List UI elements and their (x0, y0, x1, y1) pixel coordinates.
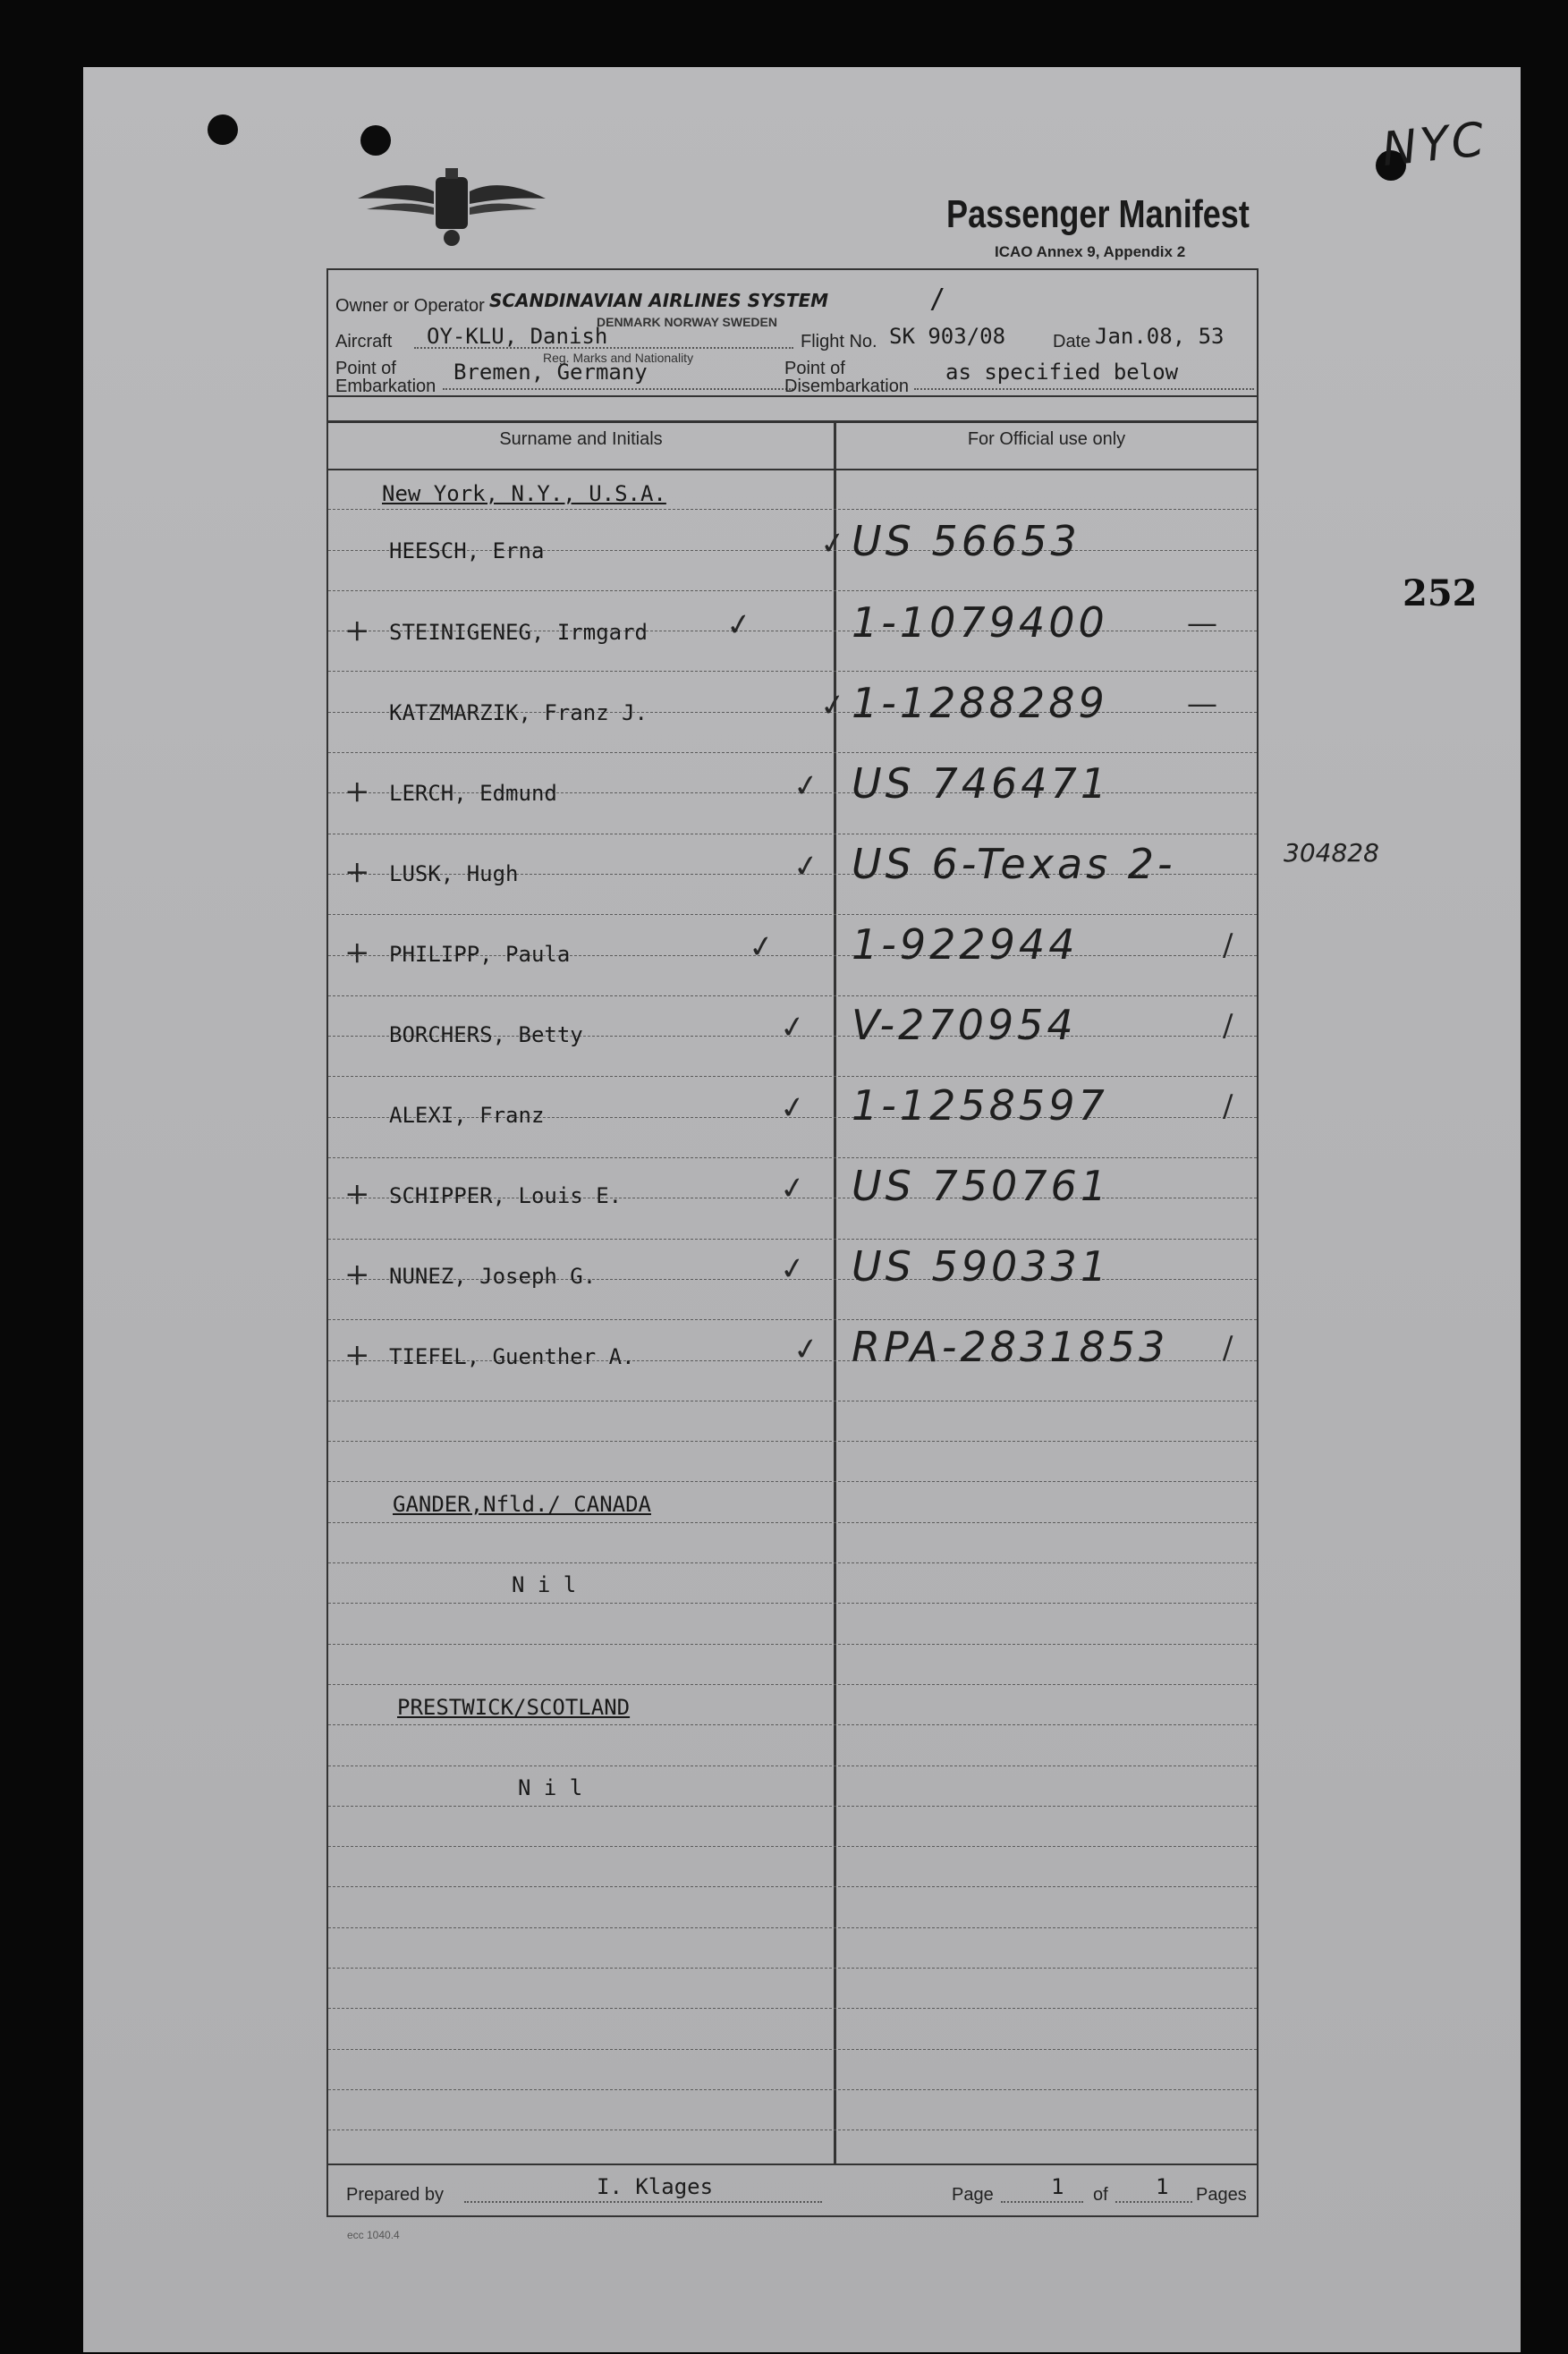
passenger-prefix-mark: + (344, 854, 370, 890)
column-official: For Official use only (967, 429, 1126, 449)
passenger-official-number: RPA-2831853 (852, 1323, 1169, 1371)
embark-label-2: Embarkation (335, 377, 436, 396)
passenger-name: LUSK, Hugh (389, 861, 519, 886)
passenger-name: HEESCH, Erna (389, 538, 545, 563)
of-label: of (1093, 2185, 1108, 2205)
passenger-prefix-mark: + (344, 1337, 370, 1373)
passenger-name: STEINIGENEG, Irmgard (389, 620, 648, 645)
embark-label-1: Point of (335, 359, 396, 378)
form-footer (328, 2163, 1257, 2215)
passenger-prefix-mark: + (344, 613, 370, 648)
owner-countries: DENMARK NORWAY SWEDEN (597, 315, 777, 329)
passenger-check-mark: ✓ (791, 847, 822, 886)
manifest-form (326, 268, 1379, 2217)
date-value: Jan.08, 53 (1095, 324, 1225, 349)
passenger-official-extra: 304828 (1284, 838, 1379, 868)
passenger-official-number: V-270954 (852, 1001, 1077, 1049)
page-value: 1 (1051, 2174, 1064, 2199)
prestwick-nil: N i l (518, 1775, 583, 1800)
manifest-title-sub: ICAO Annex 9, Appendix 2 (995, 243, 1186, 260)
passenger-official-dash: / (1223, 1008, 1233, 1044)
owner-mark: / (929, 284, 946, 315)
passenger-prefix-mark: + (344, 935, 370, 970)
passenger-official-number: US 56653 (852, 517, 1081, 565)
passenger-official-number: US 6-Texas 2- (852, 840, 1176, 888)
date-label: Date (1053, 332, 1091, 351)
passenger-official-dash: / (1223, 1330, 1233, 1366)
passenger-official-number: US 746471 (852, 759, 1111, 808)
passenger-check-mark: ✓ (777, 1169, 809, 1208)
embark-value: Bremen, Germany (453, 360, 648, 385)
passenger-name: NUNEZ, Joseph G. (389, 1264, 597, 1289)
passenger-prefix-mark: + (344, 1176, 370, 1212)
passenger-check-mark: ✓ (791, 766, 822, 806)
passenger-official-dash: / (1223, 1088, 1233, 1124)
passenger-official-number: 1-922944 (852, 920, 1079, 969)
passenger-official-number: US 590331 (852, 1242, 1111, 1291)
passenger-check-mark: ✓ (777, 1008, 809, 1047)
disembark-value: as specified below (945, 360, 1179, 385)
manifest-title: Passenger Manifest (946, 192, 1250, 236)
passenger-official-dash: — (1187, 605, 1217, 641)
flight-value: SK 903/08 (889, 324, 1006, 349)
disembark-label-2: Disembarkation (784, 377, 909, 396)
passenger-prefix-mark: + (344, 774, 370, 809)
passenger-name: LERCH, Edmund (389, 781, 557, 806)
pages-label: Pages (1196, 2185, 1247, 2205)
of-value: 1 (1156, 2174, 1169, 2199)
aircraft-value: OY-KLU, Danish (427, 324, 608, 349)
passenger-name: KATZMARZIK, Franz J. (389, 700, 648, 725)
passenger-official-number: 1-1258597 (852, 1081, 1108, 1130)
form-code: ecc 1040.4 (347, 2229, 400, 2241)
owner-value: SCANDINAVIAN AIRLINES SYSTEM (489, 290, 829, 311)
passenger-name: SCHIPPER, Louis E. (389, 1183, 623, 1208)
passenger-check-mark: ✓ (777, 1088, 809, 1128)
section-new-york: New York, N.Y., U.S.A. (382, 481, 666, 506)
owner-label: Owner or Operator (335, 296, 485, 316)
passenger-official-number: 1-1288289 (852, 679, 1108, 727)
passenger-official-dash: — (1187, 686, 1217, 722)
stamp-number: 252 (1403, 572, 1478, 614)
passenger-official-number: US 750761 (852, 1162, 1111, 1210)
passenger-name: ALEXI, Franz (389, 1103, 545, 1128)
page-label: Page (952, 2185, 994, 2205)
punch-hole-center (360, 125, 391, 156)
prepared-label: Prepared by (346, 2185, 444, 2205)
passenger-check-mark: ✓ (724, 605, 755, 645)
section-gander: GANDER,Nfld./ CANADA (393, 1492, 651, 1517)
corner-handwritten-note: NYC (1379, 112, 1490, 178)
passenger-check-mark: ✓ (818, 524, 849, 563)
passenger-name: TIEFEL, Guenther A. (389, 1344, 635, 1369)
section-prestwick: PRESTWICK/SCOTLAND (397, 1695, 631, 1720)
punch-hole-left (208, 114, 238, 145)
airline-wings-logo (349, 163, 555, 249)
passenger-check-mark: ✓ (777, 1249, 809, 1289)
passenger-check-mark: ✓ (746, 927, 777, 967)
passenger-official-dash: / (1223, 927, 1233, 963)
passenger-check-mark: ✓ (791, 1330, 822, 1369)
passenger-official-number: 1-1079400 (852, 598, 1108, 647)
column-surname: Surname and Initials (499, 429, 663, 449)
disembark-label-1: Point of (784, 359, 845, 378)
flight-label: Flight No. (801, 332, 877, 351)
aircraft-label: Aircraft (335, 332, 393, 351)
passenger-check-mark: ✓ (818, 686, 849, 725)
passenger-name: BORCHERS, Betty (389, 1022, 583, 1047)
gander-nil: N i l (512, 1572, 577, 1597)
aircraft-sub: Reg. Marks and Nationality (543, 351, 694, 365)
prepared-value: I. Klages (597, 2174, 714, 2199)
passenger-prefix-mark: + (344, 1257, 370, 1292)
passenger-name: PHILIPP, Paula (389, 942, 571, 967)
